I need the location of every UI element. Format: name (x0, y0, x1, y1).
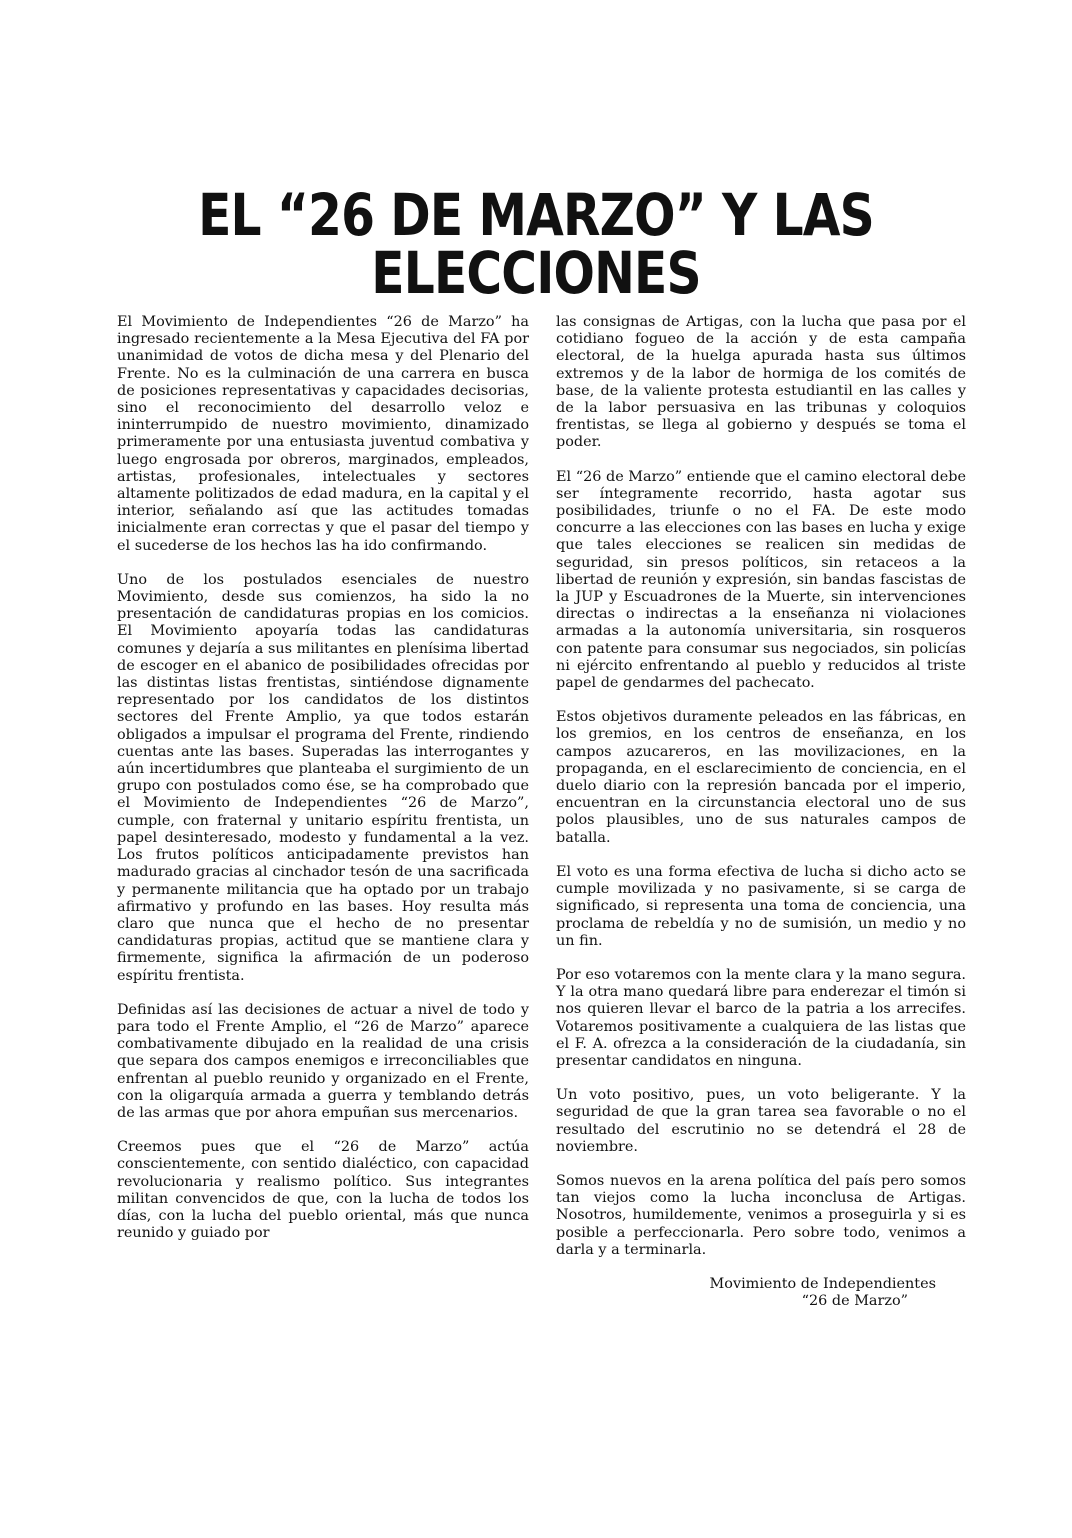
left-column (117, 314, 529, 1259)
paragraph: El voto es una forma efectiva de lucha si dicho acto se cumple movilizada y no pasivamente, si se carga de significado, si representa una toma de conciencia, una proclama de rebeldía y no de sumisión, un medio y no un fin. (556, 863, 966, 949)
paragraph: Uno de los postulados esenciales de nuestro Movimiento, desde sus comienzos, ha sido la no presentación de candidaturas propias en los comicios. El Movimiento apoyaría todas las candidaturas comunes y dejaría a sus militantes en plenísima libertad de escoger en el abanico de posibilidades ofrecidas por las distintas listas frentistas, sintiéndose dignamente representado por los candidatos de los distintos sectores del Frente Amplio, ya que todos estarán obligados a impulsar el programa del Frente, rindiendo cuentas ante las bases. Superadas las interrogantes y aún incertidumbres que planteaba el surgimiento de un grupo con postulados como ése, se ha comprobado que el Movimiento de Independientes “26 de Marzo”, cumple, con fraternal y unitario espíritu frentista, un papel desinteresado, modesto y fundamental a la vez. Los frutos políticos anticipadamente previstos han madurado gracias al cinchador tesón de una sacrificada y permanente militancia que ha optado por un trabajo afirmativo y profundo en las bases. Hoy resulta más claro que nunca que el hecho de no presentar candidaturas propias, actitud que se mantiene clara y firmemente, significa la afirmación de un poderoso espíritu frentista. (117, 571, 529, 984)
paragraph: Estos objetivos duramente peleados en las fábricas, en los gremios, en los centros de enseñanza, en los campos azucareros, en las movilizaciones, en la propaganda, en el esclarecimiento de conciencia, en el duelo diario con la represión bancada por el imperio, encuentran en la circunstancia electoral uno de sus polos plausibles, uno de sus naturales campos de batalla. (556, 709, 966, 846)
paragraph: Creemos pues que el “26 de Marzo” actúa conscientemente, con sentido dialéctico, con capacidad revolucionaria y realismo político. Sus integrantes militan convencidos de que, con la lucha de todos los días, con la lucha del pueblo oriental, más que nunca reunido y guiado por (117, 1139, 529, 1242)
signature-line-1: Movimiento de Independientes (709, 1275, 936, 1292)
signature-line-2: “26 de Marzo” (801, 1293, 908, 1310)
paragraph: Somos nuevos en la arena política del país pero somos tan viejos como la lucha inconclusa de Artigas. Nosotros, humildemente, venimos a proseguirla y si es posible a perfeccionarla. Pero sobre todo, venimos a darla y a terminarla. (556, 1172, 966, 1258)
paragraph: El Movimiento de Independientes “26 de Marzo” ha ingresado recientemente a la Mesa Ejecutiva del FA por unanimidad de votos de dicha mesa y del Plenario del Frente. No es la culminación de una carrera en busca de posiciones representativas y capacidades decisorias, sino el reconocimiento del desarrollo veloz e ininterrumpido de nuestro movimiento, dinamizado primeramente por una entusiasta juventud combativa y luego engrosada por obreros, marginados, empleados, artistas, profesionales, intelectuales y sectores altamente politizados de edad madura, en la capital y el interior, señalando así que las actitudes tomadas inicialmente eran correctas y que el pasar del tiempo y el sucederse de los hechos las ha ido confirmando. (117, 314, 529, 554)
signature (556, 1276, 966, 1310)
paragraph: Por eso votaremos con la mente clara y la mano segura. Y la otra mano quedará libre para enderezar el timón si nos quieren llevar el barco de la patria a los arrecifes. Votaremos positivamente a cualquiera de las listas que el F. A. ofrezca a la consideración de la ciudadanía, sin presentar candidatos en ninguna. (556, 966, 966, 1069)
right-column (556, 314, 966, 1310)
paragraph: las consignas de Artigas, con la lucha que pasa por el cotidiano fogueo de la acción y de esta campaña electoral, de la huelga apurada hasta sus últimos extremos y de la labor de hormiga de los comités de base, de la valiente protesta estudiantil en las calles y de la labor persuasiva en las tribunas y coloquios frentistas, se llega al gobierno y después se toma el poder. (556, 314, 966, 451)
paragraph: Un voto positivo, pues, un voto beligerante. Y la seguridad de que la gran tarea sea favorable o no el resultado del escrutinio no se detendrá el 28 de noviembre. (556, 1087, 966, 1155)
paragraph: El “26 de Marzo” entiende que el camino electoral debe ser íntegramente recorrido, hasta agotar sus posibilidades, triunfe o no el FA. De este modo concurre a las elecciones con las bases en lucha y exige que tales elecciones se realicen sin medidas de seguridad, sin presos políticos, sin retaceos a la libertad de reunión y expresión, sin bandas fascistas de la JUP y Escuadrones de la Muerte, sin intervenciones directas o indirectas a la enseñanza ni violaciones armadas a la autonomía universitaria, sin rosqueros con patente para consumar sus negociados, sin policías ni ejército enfrentando al pueblo y reducidos al triste papel de gendarmes del pachecato. (556, 468, 966, 692)
article-title: EL “26 DE MARZO” Y LAS ELECCIONES (198, 181, 874, 307)
paragraph: Definidas así las decisiones de actuar a nivel de todo y para todo el Frente Amplio, el “26 de Marzo” aparece combativamente dibujado en la realidad de una crisis que separa dos campos enemigos e irreconciliables que enfrentan al pueblo reunido y organizado en el Frente, con la oligarquía armada a guerra y temblando detrás de las armas que por ahora empuñan sus mercenarios. (117, 1001, 529, 1121)
